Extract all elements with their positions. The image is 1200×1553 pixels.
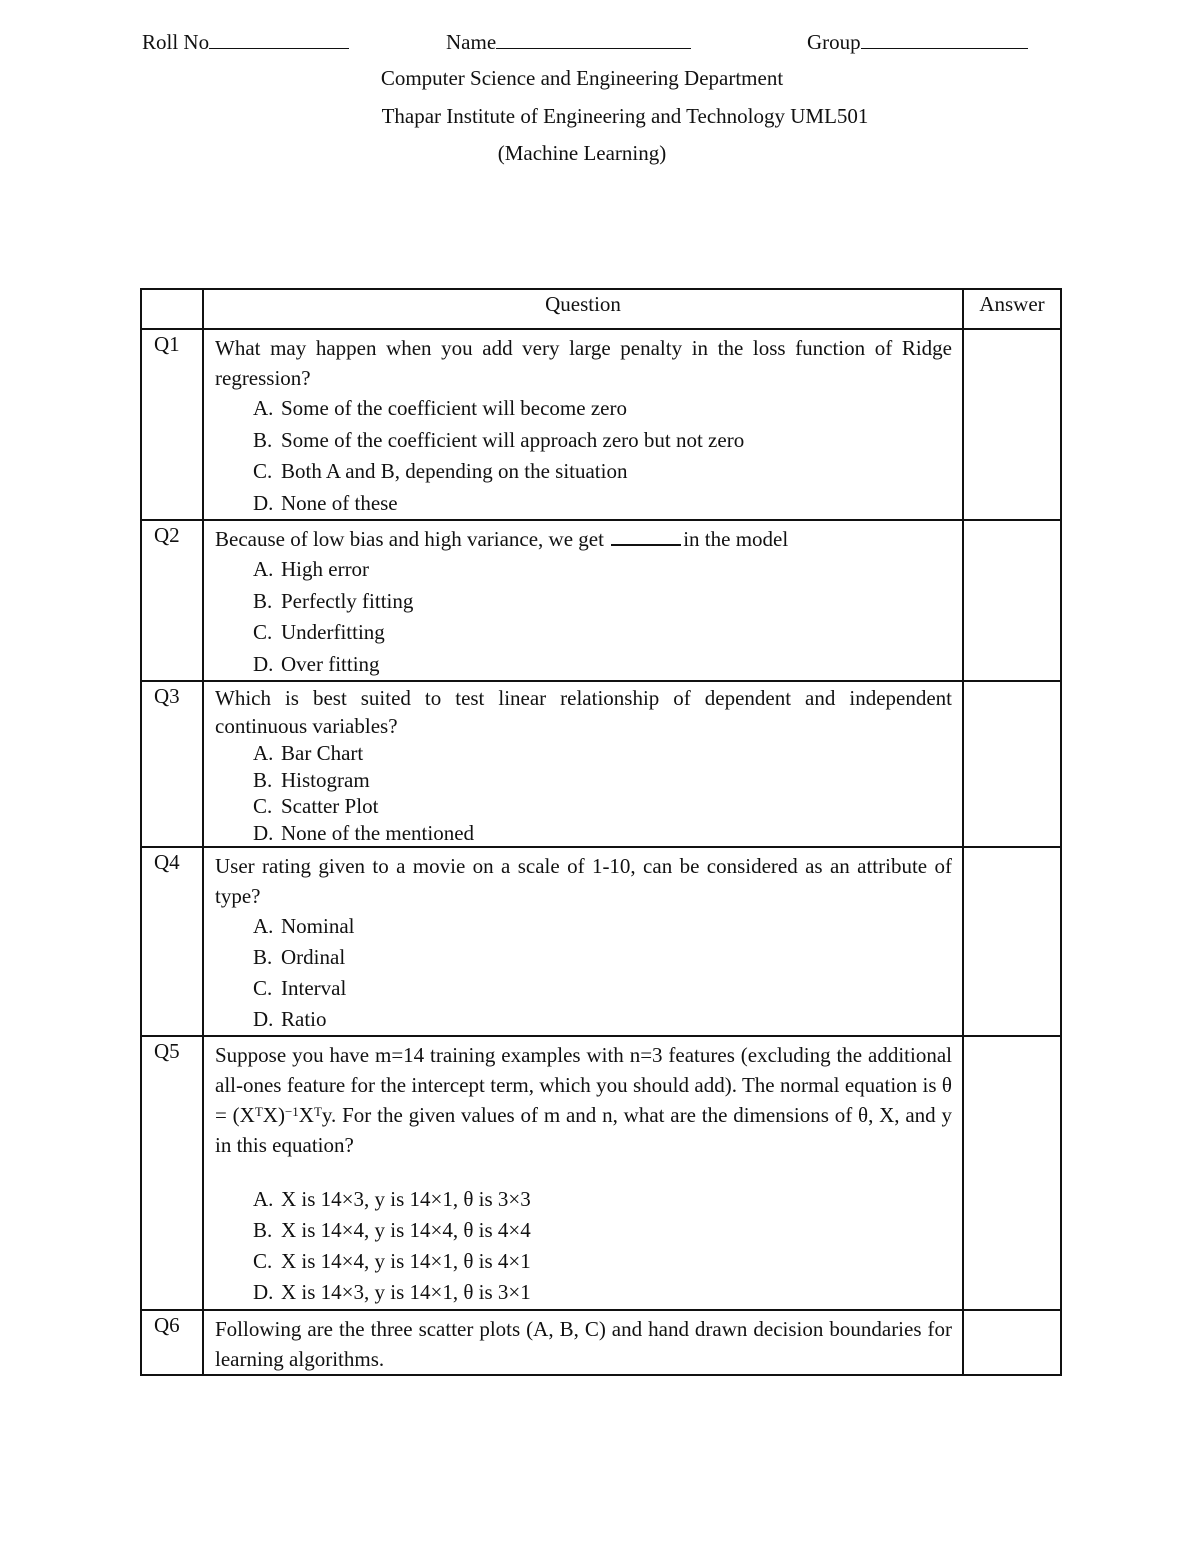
option-item: D. Ratio [253, 1007, 327, 1031]
question-cell [203, 329, 963, 520]
question-text: Following are the three scatter plots (A, B, C) and hand drawn decision boundaries for learning algorithms. [215, 1317, 952, 1371]
table-row [141, 520, 1061, 681]
table-row [141, 1036, 1061, 1310]
question-cell [203, 1036, 963, 1310]
fill-blank [611, 528, 681, 546]
institute-title: Thapar Institute of Engineering and Technology UML501 [381, 104, 869, 128]
option-item: C. Interval [253, 976, 347, 1000]
question-cell [203, 847, 963, 1036]
roll-no-blank[interactable] [209, 30, 349, 49]
name-field [446, 30, 691, 55]
option-item: B. X is 14×4, y is 14×4, θ is 4×4 [253, 1218, 531, 1242]
option-list [215, 1184, 952, 1308]
spacer [215, 1160, 952, 1184]
group-blank[interactable] [861, 30, 1028, 49]
answer-cell[interactable] [963, 329, 1061, 520]
answer-cell[interactable] [963, 681, 1061, 847]
option-item: B. Histogram [253, 767, 370, 792]
question-number: Q2 [141, 520, 203, 681]
answer-cell[interactable] [963, 1310, 1061, 1375]
answer-cell[interactable] [963, 520, 1061, 681]
option-item: A. Nominal [253, 914, 355, 938]
option-item: A. X is 14×3, y is 14×1, θ is 3×3 [253, 1187, 531, 1211]
table-header-row [141, 289, 1061, 329]
question-cell [203, 1310, 963, 1375]
option-list [215, 911, 952, 1035]
option-list [215, 554, 952, 680]
table-row [141, 847, 1061, 1036]
option-item: C. Underfitting [253, 620, 385, 644]
header-num-cell [141, 289, 203, 329]
name-blank[interactable] [496, 30, 691, 49]
header-fields [0, 30, 1200, 60]
question-text: What may happen when you add very large penalty in the loss function of Ridge regression? [215, 336, 952, 390]
table-row [141, 681, 1061, 847]
question-cell [203, 520, 963, 681]
option-item: D. None of the mentioned [253, 820, 475, 845]
option-item: A. Some of the coefficient will become zero [253, 396, 627, 420]
question-text: User rating given to a movie on a scale of 1-10, can be considered as an attribute of type? [215, 854, 952, 908]
option-item: A. High error [253, 557, 370, 581]
answer-cell[interactable] [963, 847, 1061, 1036]
question-number: Q1 [141, 329, 203, 520]
course-title: (Machine Learning) [497, 141, 667, 165]
question-table [140, 288, 1062, 1376]
question-number: Q5 [141, 1036, 203, 1310]
option-item: B. Ordinal [253, 945, 346, 969]
question-number: Q3 [141, 681, 203, 847]
question-cell [203, 681, 963, 847]
name-label: Name [446, 30, 497, 54]
question-number: Q6 [141, 1310, 203, 1375]
option-item: C. X is 14×4, y is 14×1, θ is 4×1 [253, 1249, 531, 1273]
department-title: Computer Science and Engineering Department [380, 66, 784, 90]
option-item: B. Some of the coefficient will approach zero but not zero [253, 427, 745, 452]
option-item: C. Scatter Plot [253, 794, 379, 818]
option-list [215, 393, 952, 519]
option-list [215, 740, 952, 846]
header-answer: Answer [963, 289, 1061, 329]
header-question: Question [203, 289, 963, 329]
option-item: D. None of these [253, 490, 398, 515]
option-item: B. Perfectly fitting [253, 588, 414, 613]
roll-no-field [142, 30, 349, 55]
question-text: Because of low bias and high variance, we get in the model [215, 527, 789, 551]
table-row [141, 1310, 1061, 1375]
question-text: Suppose you have m=14 training examples with n=3 features (excluding the additional all-ones feature for the intercept term, which you should add). The normal equation is $\theta = (X^TX)^{-1}X^Ty$. For the given values of m and n, what are the dimensions of θ, X, and y in this equation? [215, 1043, 952, 1157]
option-item: A. Bar Chart [253, 741, 364, 765]
option-item: D. X is 14×3, y is 14×1, θ is 3×1 [253, 1280, 531, 1304]
group-field [807, 30, 1028, 55]
group-label: Group [807, 30, 861, 54]
answer-cell[interactable] [963, 1036, 1061, 1310]
roll-no-label: Roll No [142, 30, 210, 54]
question-text: Which is best suited to test linear relationship of dependent and independent continuous variables? [215, 686, 952, 738]
question-number: Q4 [141, 847, 203, 1036]
table-row [141, 329, 1061, 520]
option-item: C. Both A and B, depending on the situation [253, 459, 628, 483]
option-item: D. Over fitting [253, 651, 380, 676]
